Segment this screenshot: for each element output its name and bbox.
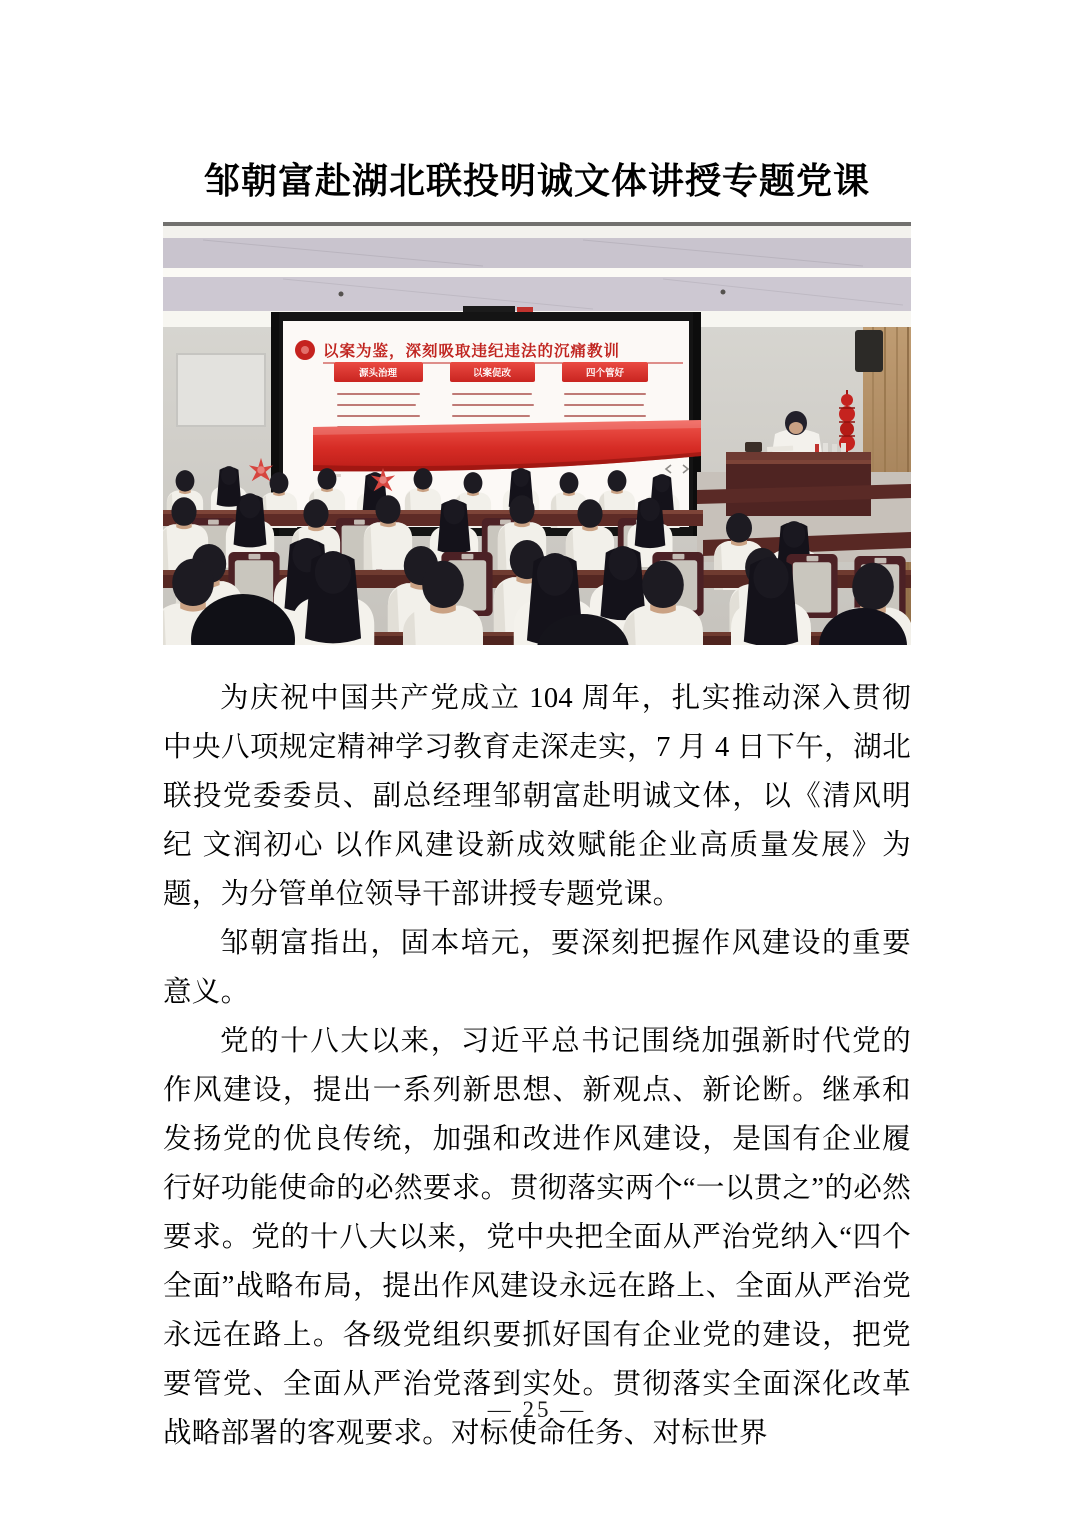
article-body xyxy=(163,674,911,1458)
slide-box-2-label: 以案促改 xyxy=(472,368,512,379)
paragraph-3: 党的十八大以来，习近平总书记围绕加强新时代党的作风建设，提出一系列新思想、新观点、新论断。继承和发扬党的优良传统，加强和改进作风建设，是国有企业履行好功能使命的必然要求。贯彻落实两个“一以贯之”的必然要求。党的十八大以来，党中央把全面从严治党纳入“四个全面”战略布局，提出作风建设永远在路上、全面从严治党永远在路上。各级党组织要抓好国有企业党的建设，把党要管党、全面从严治党落到实处。贯彻落实全面深化改革战略部署的客观要求。对标使命任务、对标世界 xyxy=(163,1026,911,1449)
slide-title: 以案为鉴，深刻吸取违纪违法的沉痛教训 xyxy=(323,343,621,360)
meeting-photo-scene xyxy=(163,222,911,645)
slide-box-3-label: 四个管好 xyxy=(585,368,625,379)
paragraph-2: 邹朝富指出，固本培元，要深刻把握作风建设的重要意义。 xyxy=(163,928,911,1008)
page-number: — 25 — xyxy=(487,1397,587,1422)
rostrum xyxy=(726,442,871,516)
page-title: 邹朝富赴湖北联投明诚文体讲授专题党课 xyxy=(203,161,870,202)
ceiling xyxy=(163,222,911,327)
meeting-photo xyxy=(163,222,911,645)
speaker-box xyxy=(855,330,883,372)
whiteboard xyxy=(177,354,265,426)
slide-box-1-label: 源头治理 xyxy=(358,368,398,379)
paragraph-1: 为庆祝中国共产党成立 104 周年，扎实推动深入贯彻中央八项规定精神学习教育走深走实，7 月 4 日下午，湖北联投党委委员、副总经理邹朝富赴明诚文体，以《清风明纪 文润初心 以作风建设新成效赋能企业高质量发展》为题，为分管单位领导干部讲授专题党课。 xyxy=(163,683,911,910)
